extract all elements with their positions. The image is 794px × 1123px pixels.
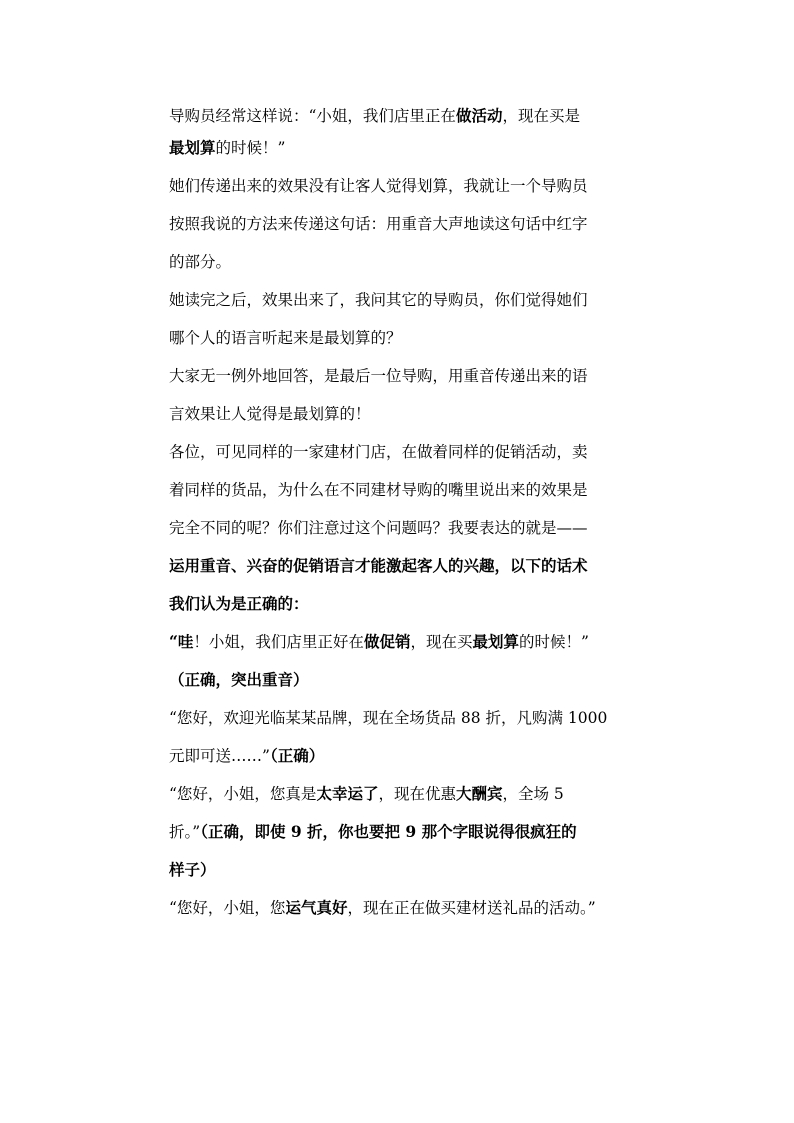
paragraph-1-line-2: 最划算的时候！” bbox=[169, 138, 286, 157]
paragraph-4-line-2: 言效果让人觉得是最划算的！ bbox=[169, 405, 371, 423]
paragraph-3-line-1: 她读完之后，效果出来了，我问其它的导购员，你们觉得她们 bbox=[169, 291, 588, 309]
example-1-line-2: （正确，突出重音） bbox=[169, 670, 309, 689]
paragraph-5-line-1: 各位，可见同样的一家建材门店，在做着同样的促销活动，卖 bbox=[169, 443, 588, 461]
example-1-line-1: “哇！小姐，我们店里正好在做促销，现在买最划算的时候！” bbox=[169, 632, 589, 651]
example-2-line-1: “您好，欢迎光临某某品牌，现在全场货品 88 折，凡购满 1000 bbox=[169, 709, 608, 727]
paragraph-2-line-3: 的部分。 bbox=[169, 253, 232, 271]
paragraph-1-line-1: 导购员经常这样说：“小姐，我们店里正在做活动，现在买是 bbox=[169, 106, 580, 125]
example-3-line-1: “您好，小姐，您真是太幸运了，现在优惠大酬宾，全场 5 bbox=[169, 784, 564, 803]
example-4-line-1: “您好，小姐，您运气真好，现在正在做买建材送礼品的活动。” bbox=[169, 898, 596, 917]
document-body bbox=[169, 100, 659, 924]
paragraph-2-line-2: 按照我说的方法来传递这句话：用重音大声地读这句话中红字 bbox=[169, 215, 588, 233]
paragraph-2-line-1: 她们传递出来的效果没有让客人觉得划算，我就让一个导购员 bbox=[169, 177, 588, 195]
paragraph-4-line-1: 大家无一例外地回答，是最后一位导购，用重音传递出来的语 bbox=[169, 367, 588, 385]
paragraph-5-line-3: 完全不同的呢？你们注意过这个问题吗？我要表达的就是—— bbox=[169, 519, 588, 537]
example-2-line-2: 元即可送……”（正确） bbox=[169, 746, 325, 765]
paragraph-5-line-2: 着同样的货品，为什么在不同建材导购的嘴里说出来的效果是 bbox=[169, 481, 588, 499]
paragraph-5-line-4: 运用重音、兴奋的促销语言才能激起客人的兴趣，以下的话术 bbox=[169, 556, 588, 575]
paragraph-3-line-2: 哪个人的语言听起来是最划算的？ bbox=[169, 329, 402, 347]
example-3-line-3: 样子） bbox=[169, 860, 216, 879]
paragraph-5-line-5: 我们认为是正确的： bbox=[169, 594, 309, 613]
example-3-line-2: 折。”（正确，即使 9 折，你也要把 9 那个字眼说得很疯狂的 bbox=[169, 822, 577, 841]
